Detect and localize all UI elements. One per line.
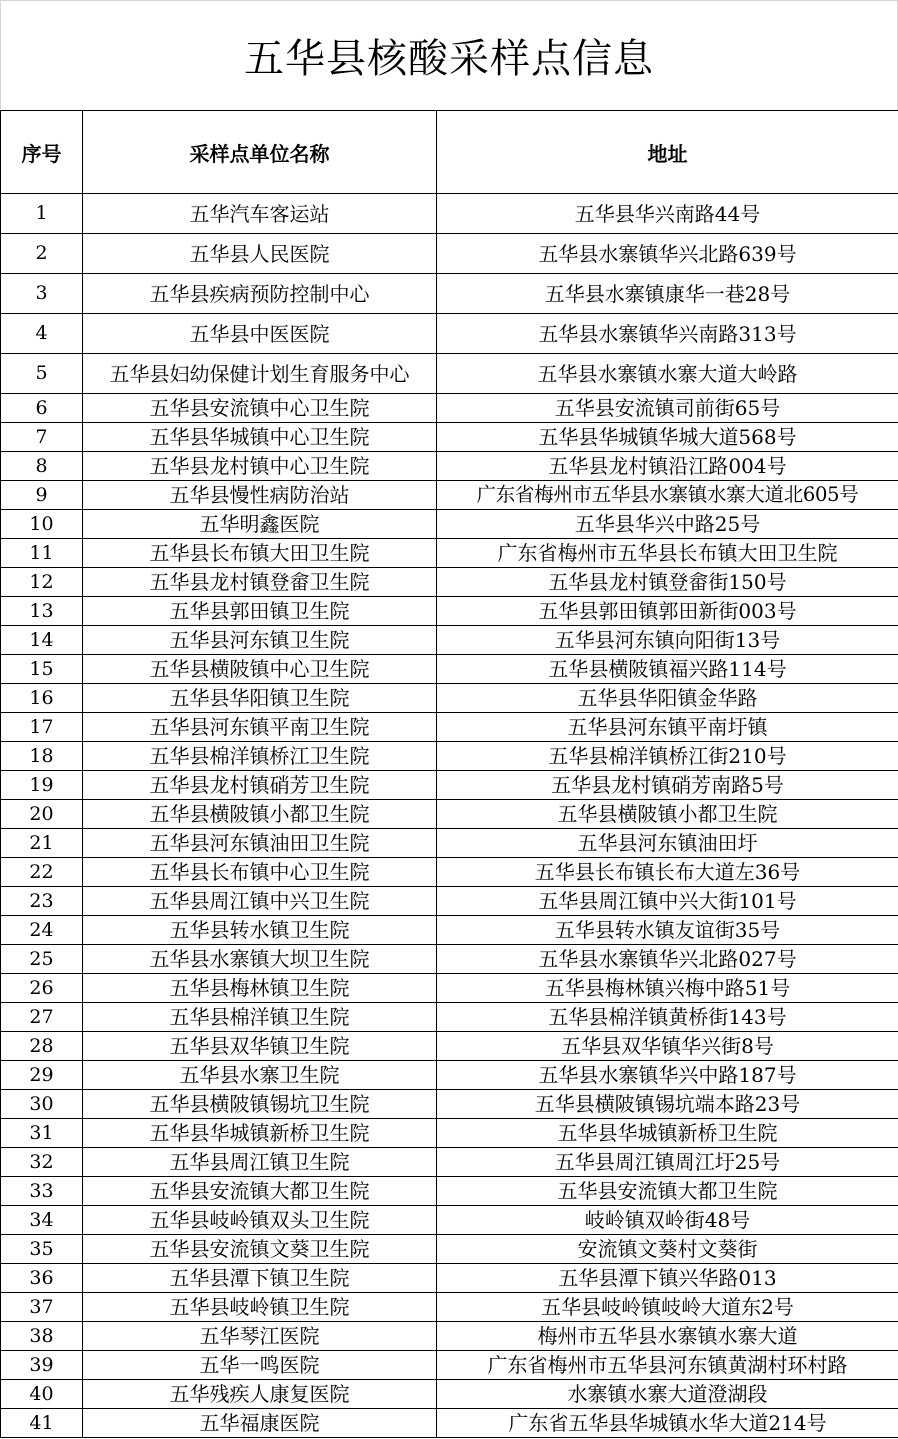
row-address: 五华县周江镇周江圩25号	[437, 1148, 898, 1177]
row-name: 五华县河东镇油田卫生院	[83, 829, 437, 858]
table-row	[1, 394, 898, 423]
row-name: 五华县疾病预防控制中心	[83, 274, 437, 314]
row-no: 4	[1, 314, 83, 354]
row-no: 30	[1, 1090, 83, 1119]
row-address: 五华县梅林镇兴梅中路51号	[437, 974, 898, 1003]
row-address: 岐岭镇双岭街48号	[437, 1206, 898, 1235]
row-name: 五华县潭下镇卫生院	[83, 1264, 437, 1293]
row-name: 五华县双华镇卫生院	[83, 1032, 437, 1061]
row-name: 五华县中医医院	[83, 314, 437, 354]
row-address: 广东省梅州市五华县河东镇黄湖村环村路	[437, 1351, 898, 1380]
row-name: 五华县华城镇新桥卫生院	[83, 1119, 437, 1148]
row-no: 2	[1, 234, 83, 274]
sampling-sites-table	[0, 110, 898, 1438]
row-no: 28	[1, 1032, 83, 1061]
row-address: 五华县棉洋镇黄桥街143号	[437, 1003, 898, 1032]
table-row	[1, 354, 898, 394]
row-name: 五华县周江镇卫生院	[83, 1148, 437, 1177]
table-row	[1, 916, 898, 945]
row-address: 五华县横陂镇小都卫生院	[437, 800, 898, 829]
row-no: 29	[1, 1061, 83, 1090]
table-row	[1, 234, 898, 274]
row-address: 五华县转水镇友谊街35号	[437, 916, 898, 945]
table-row	[1, 887, 898, 916]
table-row	[1, 626, 898, 655]
row-address: 五华县河东镇油田圩	[437, 829, 898, 858]
row-address: 五华县华阳镇金华路	[437, 684, 898, 713]
row-no: 39	[1, 1351, 83, 1380]
row-no: 17	[1, 713, 83, 742]
row-name: 五华县龙村镇硝芳卫生院	[83, 771, 437, 800]
table-row	[1, 1351, 898, 1380]
row-address: 五华县潭下镇兴华路013	[437, 1264, 898, 1293]
row-name: 五华县妇幼保健计划生育服务中心	[83, 354, 437, 394]
row-name: 五华县横陂镇中心卫生院	[83, 655, 437, 684]
row-name: 五华县转水镇卫生院	[83, 916, 437, 945]
table-row	[1, 568, 898, 597]
row-no: 10	[1, 510, 83, 539]
row-name: 五华县华城镇中心卫生院	[83, 423, 437, 452]
row-no: 34	[1, 1206, 83, 1235]
row-no: 6	[1, 394, 83, 423]
row-address: 五华县华城镇新桥卫生院	[437, 1119, 898, 1148]
row-address: 五华县水寨镇华兴北路027号	[437, 945, 898, 974]
row-no: 8	[1, 452, 83, 481]
table-row	[1, 1090, 898, 1119]
row-no: 38	[1, 1322, 83, 1351]
row-name: 五华县人民医院	[83, 234, 437, 274]
row-address: 水寨镇水寨大道澄湖段	[437, 1380, 898, 1409]
table-row	[1, 1293, 898, 1322]
row-no: 31	[1, 1119, 83, 1148]
row-no: 35	[1, 1235, 83, 1264]
row-no: 33	[1, 1177, 83, 1206]
row-no: 41	[1, 1409, 83, 1438]
row-address: 五华县水寨镇华兴北路639号	[437, 234, 898, 274]
row-no: 40	[1, 1380, 83, 1409]
table-row	[1, 1206, 898, 1235]
table-row	[1, 274, 898, 314]
row-name: 五华县河东镇卫生院	[83, 626, 437, 655]
row-address: 五华县水寨镇康华一巷28号	[437, 274, 898, 314]
row-address: 五华县长布镇长布大道左36号	[437, 858, 898, 887]
table-row	[1, 194, 898, 234]
row-address: 五华县华兴南路44号	[437, 194, 898, 234]
row-address: 五华县横陂镇福兴路114号	[437, 655, 898, 684]
table-row	[1, 1119, 898, 1148]
table-row	[1, 597, 898, 626]
table-row	[1, 974, 898, 1003]
row-address: 五华县水寨镇水寨大道大岭路	[437, 354, 898, 394]
table-row	[1, 684, 898, 713]
row-name: 五华县周江镇中兴卫生院	[83, 887, 437, 916]
row-name: 五华明鑫医院	[83, 510, 437, 539]
row-address: 梅州市五华县水寨镇水寨大道	[437, 1322, 898, 1351]
table-row	[1, 713, 898, 742]
row-name: 五华县慢性病防治站	[83, 481, 437, 510]
table-row	[1, 1380, 898, 1409]
table-row	[1, 742, 898, 771]
row-name: 五华县河东镇平南卫生院	[83, 713, 437, 742]
table-row	[1, 1061, 898, 1090]
row-name: 五华县岐岭镇卫生院	[83, 1293, 437, 1322]
row-address: 五华县水寨镇华兴南路313号	[437, 314, 898, 354]
row-address: 五华县横陂镇锡坑端本路23号	[437, 1090, 898, 1119]
table-row	[1, 423, 898, 452]
row-address: 五华县安流镇大都卫生院	[437, 1177, 898, 1206]
row-name: 五华县岐岭镇双头卫生院	[83, 1206, 437, 1235]
row-address: 广东省五华县华城镇水华大道214号	[437, 1409, 898, 1438]
table-row	[1, 1235, 898, 1264]
table-row	[1, 1264, 898, 1293]
row-no: 16	[1, 684, 83, 713]
row-no: 7	[1, 423, 83, 452]
row-address: 五华县水寨镇华兴中路187号	[437, 1061, 898, 1090]
row-address: 五华县周江镇中兴大街101号	[437, 887, 898, 916]
header-no: 序号	[1, 111, 83, 194]
row-address: 五华县河东镇向阳街13号	[437, 626, 898, 655]
row-address: 安流镇文葵村文葵街	[437, 1235, 898, 1264]
row-name: 五华县长布镇中心卫生院	[83, 858, 437, 887]
row-name: 五华县龙村镇登畲卫生院	[83, 568, 437, 597]
table-row	[1, 539, 898, 568]
table-row	[1, 771, 898, 800]
row-no: 22	[1, 858, 83, 887]
row-name: 五华福康医院	[83, 1409, 437, 1438]
table-row	[1, 481, 898, 510]
row-name: 五华县梅林镇卫生院	[83, 974, 437, 1003]
row-no: 19	[1, 771, 83, 800]
row-no: 23	[1, 887, 83, 916]
row-name: 五华汽车客运站	[83, 194, 437, 234]
row-no: 1	[1, 194, 83, 234]
table-row	[1, 452, 898, 481]
row-no: 27	[1, 1003, 83, 1032]
row-no: 25	[1, 945, 83, 974]
header-row	[1, 111, 898, 194]
row-no: 20	[1, 800, 83, 829]
header-name: 采样点单位名称	[83, 111, 437, 194]
table-row	[1, 510, 898, 539]
row-address: 五华县河东镇平南圩镇	[437, 713, 898, 742]
row-name: 五华县郭田镇卫生院	[83, 597, 437, 626]
row-address: 五华县双华镇华兴街8号	[437, 1032, 898, 1061]
title-row	[0, 0, 898, 110]
table-row	[1, 1032, 898, 1061]
row-no: 36	[1, 1264, 83, 1293]
row-name: 五华县横陂镇小都卫生院	[83, 800, 437, 829]
row-address: 五华县华城镇华城大道568号	[437, 423, 898, 452]
row-name: 五华县长布镇大田卫生院	[83, 539, 437, 568]
row-name: 五华县安流镇大都卫生院	[83, 1177, 437, 1206]
row-no: 9	[1, 481, 83, 510]
row-no: 3	[1, 274, 83, 314]
row-no: 26	[1, 974, 83, 1003]
row-no: 32	[1, 1148, 83, 1177]
row-address: 广东省梅州市五华县水寨镇水寨大道北605号	[437, 481, 898, 510]
row-name: 五华县水寨镇大坝卫生院	[83, 945, 437, 974]
row-no: 18	[1, 742, 83, 771]
row-no: 11	[1, 539, 83, 568]
table-row	[1, 1003, 898, 1032]
table-row	[1, 314, 898, 354]
row-address: 五华县棉洋镇桥江街210号	[437, 742, 898, 771]
row-address: 五华县龙村镇硝芳南路5号	[437, 771, 898, 800]
row-no: 37	[1, 1293, 83, 1322]
table-row	[1, 1177, 898, 1206]
row-name: 五华县华阳镇卫生院	[83, 684, 437, 713]
row-name: 五华琴江医院	[83, 1322, 437, 1351]
row-no: 13	[1, 597, 83, 626]
row-address: 五华县安流镇司前街65号	[437, 394, 898, 423]
table-row	[1, 858, 898, 887]
row-no: 12	[1, 568, 83, 597]
row-no: 15	[1, 655, 83, 684]
table-row	[1, 829, 898, 858]
row-name: 五华县龙村镇中心卫生院	[83, 452, 437, 481]
row-name: 五华残疾人康复医院	[83, 1380, 437, 1409]
table-row	[1, 1148, 898, 1177]
row-name: 五华一鸣医院	[83, 1351, 437, 1380]
row-address: 五华县郭田镇郭田新街003号	[437, 597, 898, 626]
table-row	[1, 1322, 898, 1351]
row-address: 五华县龙村镇登畲街150号	[437, 568, 898, 597]
row-no: 21	[1, 829, 83, 858]
page-title: 五华县核酸采样点信息	[244, 36, 654, 82]
row-name: 五华县棉洋镇卫生院	[83, 1003, 437, 1032]
row-no: 24	[1, 916, 83, 945]
table-row	[1, 945, 898, 974]
table-row	[1, 655, 898, 684]
row-address: 五华县华兴中路25号	[437, 510, 898, 539]
row-address: 广东省梅州市五华县长布镇大田卫生院	[437, 539, 898, 568]
row-name: 五华县棉洋镇桥江卫生院	[83, 742, 437, 771]
row-address: 五华县岐岭镇岐岭大道东2号	[437, 1293, 898, 1322]
table-body	[1, 194, 898, 1438]
row-no: 5	[1, 354, 83, 394]
table-row	[1, 1409, 898, 1438]
row-name: 五华县横陂镇锡坑卫生院	[83, 1090, 437, 1119]
row-name: 五华县安流镇文葵卫生院	[83, 1235, 437, 1264]
table-row	[1, 800, 898, 829]
row-address: 五华县龙村镇沿江路004号	[437, 452, 898, 481]
row-name: 五华县安流镇中心卫生院	[83, 394, 437, 423]
row-name: 五华县水寨卫生院	[83, 1061, 437, 1090]
row-no: 14	[1, 626, 83, 655]
header-address: 地址	[437, 111, 898, 194]
